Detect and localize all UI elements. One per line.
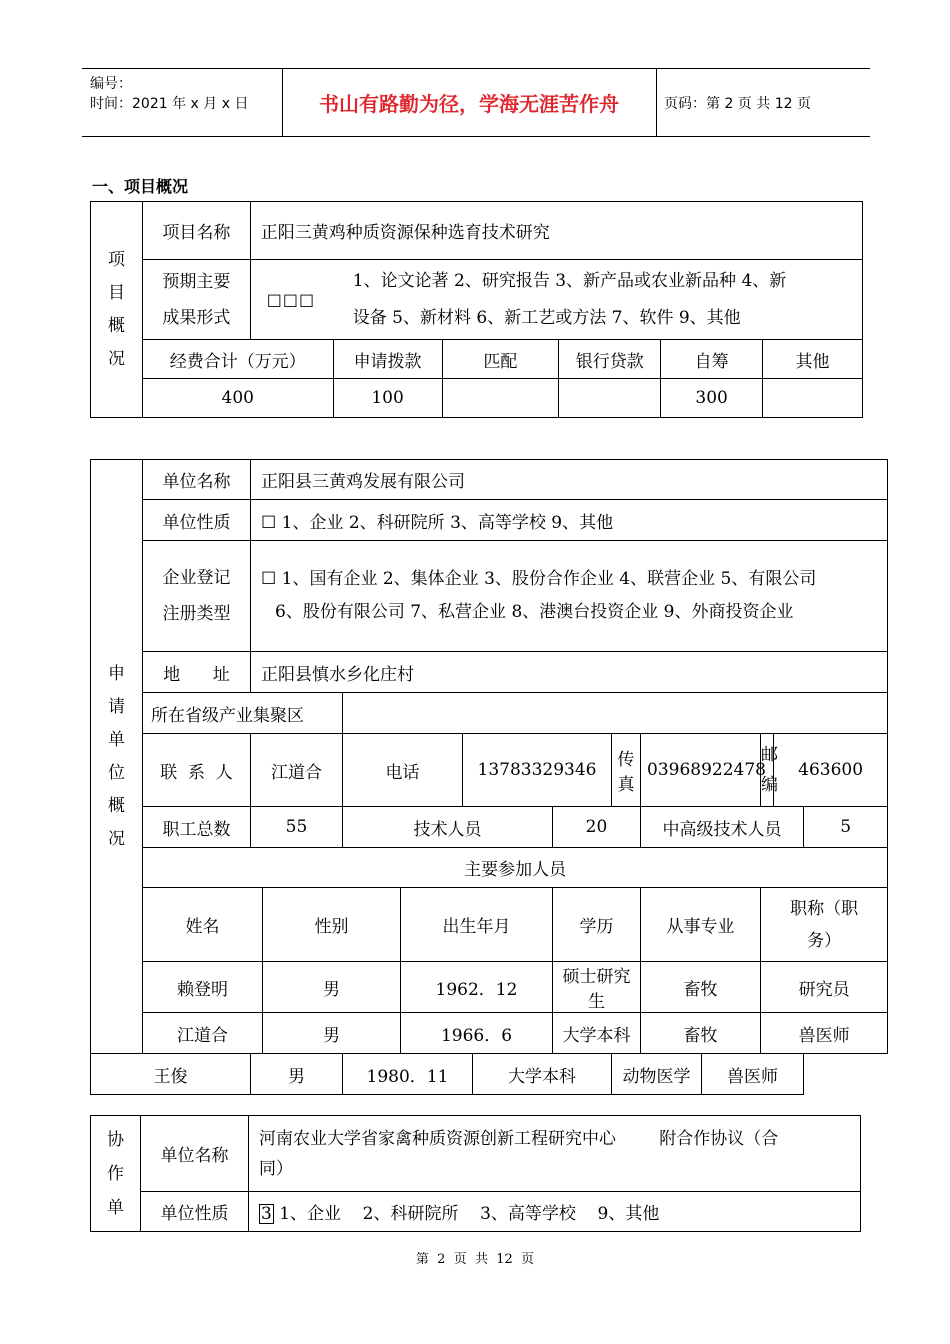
header-page-info: 页码：第 2 页 共 12 页 (664, 95, 811, 112)
funding-header-match: 匹配 (442, 340, 559, 379)
section-title: 一、项目概况 (92, 177, 189, 196)
member-specialty: 动物医学 (612, 1054, 702, 1095)
member-birth: 1980．11 (343, 1054, 473, 1095)
header-meta (82, 69, 283, 136)
member-education: 大学本科 (553, 1013, 641, 1054)
applicant-unit-table (90, 459, 888, 1095)
funding-header-total: 经费合计（万元） (142, 340, 333, 379)
page-header (82, 68, 870, 137)
funding-value-self: 300 (661, 379, 763, 418)
industry-cluster-label: 所在省级产业集聚区 (143, 693, 343, 734)
output-options (250, 260, 862, 340)
coop-unit-nature-text: 1、企业 2、科研院所 3、高等学校 9、其他 (273, 1204, 660, 1224)
contact-value: 江道合 (251, 734, 343, 807)
table-row (91, 962, 888, 1013)
funding-header-self: 自筹 (661, 340, 763, 379)
coop-unit-nature-label: 单位性质 (141, 1192, 249, 1232)
output-line-2: 设备 5、新材料 6、新工艺或方法 7、软件 9、其他 (352, 307, 741, 328)
senior-tech-label: 中高级技术人员 (641, 807, 804, 848)
table-row (91, 1013, 888, 1054)
member-title: 兽医师 (761, 1013, 888, 1054)
staff-total-label: 职工总数 (143, 807, 251, 848)
fax-value: 03968922478 (641, 734, 761, 807)
member-title: 兽医师 (702, 1054, 804, 1095)
funding-header-grant: 申请拨款 (333, 340, 442, 379)
members-header-name: 姓名 (143, 888, 263, 962)
members-header-gender: 性别 (263, 888, 401, 962)
registration-type-label: 企业登记 注册类型 (143, 541, 251, 652)
output-label: 预期主要 成果形式 (142, 260, 250, 340)
funding-value-loan (559, 379, 661, 418)
phone-value: 13783329346 (463, 734, 612, 807)
cooperating-side-label: 协 作 单 (91, 1116, 141, 1232)
funding-value-total: 400 (142, 379, 333, 418)
contact-label: 联 系 人 (143, 734, 251, 807)
member-specialty: 畜牧 (641, 1013, 761, 1054)
postcode-label: 邮 编 (761, 734, 774, 807)
member-gender: 男 (263, 1013, 401, 1054)
cooperating-unit-table (90, 1115, 861, 1232)
members-header-specialty: 从事专业 (641, 888, 761, 962)
funding-header-other: 其他 (763, 340, 863, 379)
member-birth: 1962．12 (401, 962, 553, 1013)
page-footer: 第 2 页 共 12 页 (415, 1252, 535, 1267)
funding-value-match (442, 379, 559, 418)
unit-name-value: 正阳县三黄鸡发展有限公司 (251, 460, 888, 500)
members-title: 主要参加人员 (143, 848, 888, 888)
members-header-education: 学历 (553, 888, 641, 962)
fax-label: 传真 (612, 734, 641, 807)
project-name-value: 正阳三黄鸡种质资源保种选育技术研究 (250, 202, 862, 260)
coop-unit-name-label: 单位名称 (141, 1116, 249, 1192)
address-label: 地 址 (143, 652, 251, 693)
member-specialty: 畜牧 (641, 962, 761, 1013)
unit-name-label: 单位名称 (143, 460, 251, 500)
members-header-birth: 出生年月 (401, 888, 553, 962)
postcode-value: 463600 (774, 734, 888, 807)
number-label: 编号： (90, 76, 132, 92)
member-name: 王俊 (91, 1054, 251, 1095)
table-row (91, 1054, 888, 1095)
address-value: 正阳县慎水乡化庄村 (251, 652, 888, 693)
coop-unit-nature-checkbox[interactable]: 3 (261, 1204, 272, 1224)
tech-staff-label: 技术人员 (343, 807, 553, 848)
member-title: 研究员 (761, 962, 888, 1013)
funding-value-other (763, 379, 863, 418)
output-checkboxes[interactable]: □□□ (266, 290, 316, 309)
funding-value-grant: 100 (333, 379, 442, 418)
registration-type-options[interactable]: ☐ 1、国有企业 2、集体企业 3、股份合作企业 4、联营企业 5、有限公司 6、股份有限公司 7、私营企业 8、港澳台投资企业 9、外商投资企业 (251, 541, 888, 652)
staff-total-value: 55 (251, 807, 343, 848)
output-line-1: 1、论文论著 2、研究报告 3、新产品或农业新品种 4、新 (352, 270, 787, 291)
industry-cluster-value (343, 693, 888, 734)
phone-label: 电话 (343, 734, 463, 807)
member-name: 江道合 (143, 1013, 263, 1054)
member-gender: 男 (251, 1054, 343, 1095)
time-label: 时间：2021 年 x 月 x 日 (90, 96, 249, 112)
member-birth: 1966．6 (401, 1013, 553, 1054)
unit-nature-label: 单位性质 (143, 500, 251, 541)
project-overview-table (90, 201, 863, 418)
member-education: 硕士研究生 (553, 962, 641, 1013)
header-motto: 书山有路勤为径，学海无涯苦作舟 (282, 69, 657, 136)
project-name-label: 项目名称 (142, 202, 250, 260)
coop-unit-name-value: 河南农业大学省家禽种质资源创新工程研究中心 附合作协议（合 同） (249, 1116, 861, 1192)
member-name: 赖登明 (143, 962, 263, 1013)
member-education: 大学本科 (473, 1054, 612, 1095)
applicant-side-label: 申 请 单 位 概 况 (91, 460, 143, 1054)
members-header-title: 职称（职 务） (761, 888, 888, 962)
senior-tech-value: 5 (804, 807, 888, 848)
tech-staff-value: 20 (553, 807, 641, 848)
coop-unit-nature-options[interactable] (249, 1192, 861, 1232)
member-gender: 男 (263, 962, 401, 1013)
project-side-label: 项 目 概 况 (91, 202, 143, 418)
unit-nature-options[interactable]: ☐ 1、企业 2、科研院所 3、高等学校 9、其他 (251, 500, 888, 541)
funding-header-loan: 银行贷款 (559, 340, 661, 379)
